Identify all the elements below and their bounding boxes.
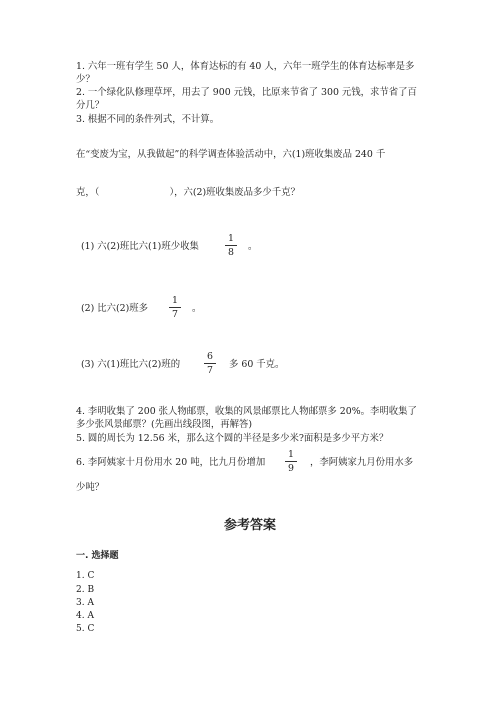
question-6-line-2: 少吨？ [76, 482, 105, 493]
context-line-2-end: ），六(2)班收集废品多少千克？ [169, 187, 300, 198]
fraction-bar [169, 307, 181, 308]
fraction-numerator: 1 [228, 233, 234, 244]
fraction-denominator: 7 [172, 309, 178, 320]
condition-2-end: 。 [192, 303, 202, 314]
fraction-bar [204, 363, 216, 364]
fraction-1-9 [285, 449, 297, 474]
condition-3-end: 多 60 千克。 [229, 359, 285, 370]
condition-2-text: (2) 比六(2)班多 [81, 303, 149, 314]
question-3: 3. 根据不同的条件列式，不计算。 [76, 114, 220, 125]
fraction-denominator: 9 [288, 463, 294, 474]
fraction-bar [225, 245, 237, 246]
condition-3-text: (3) 六(1)班比六(2)班的 [81, 359, 181, 370]
fraction-numerator: 6 [207, 351, 213, 362]
question-6-line-1-end: ，李阿姨家九月份用水多 [310, 457, 414, 468]
question-1: 1. 六年一班有学生 50 人，体育达标的有 40 人，六年一班学生的体育达标率是多少？ [76, 61, 415, 85]
question-6-start: 6. 李阿姨家十月份用水 20 吨，比九月份增加 [76, 457, 266, 468]
fraction-denominator: 8 [228, 247, 234, 258]
answer-2: 2. B [76, 585, 95, 595]
question-5: 5. 圆的周长为 12.56 米，那么这个圆的半径是多少米?面积是多少平方米？ [76, 433, 389, 444]
answer-5: 5. C [76, 624, 95, 634]
question-2: 2. 一个绿化队修理草坪，用去了 900 元钱，比原来节省了 300 元钱，求节省了百分几？ [76, 87, 417, 111]
context-line-2-start: 克，（ [76, 187, 100, 198]
question-4: 4. 李明收集了 200 张人物邮票，收集的风景邮票比人物邮票多 20%。李明收集了多少张风景邮票？(先画出线段图，再解答) [76, 406, 417, 430]
answers-title: 参考答案 [223, 518, 276, 533]
answer-4: 4. A [76, 611, 94, 621]
answer-1: 1. C [76, 571, 95, 581]
fraction-numerator: 1 [288, 449, 294, 460]
fraction-1-8 [225, 233, 237, 258]
fraction-numerator: 1 [172, 295, 178, 306]
fraction-6-7 [204, 351, 216, 376]
section-title: 一. 选择题 [76, 551, 119, 561]
fraction-bar [285, 461, 297, 462]
fraction-denominator: 7 [207, 365, 213, 376]
condition-1-end: 。 [248, 241, 258, 252]
context-line-2 [76, 186, 426, 199]
answer-3: 3. A [76, 598, 94, 608]
fraction-1-7 [169, 295, 181, 320]
condition-1-text: (1) 六(2)班比六(1)班少收集 [81, 241, 199, 252]
context-line-1: 在“变废为宝，从我做起”的科学调查体验活动中，六(1)班收集废品 240 千 [76, 149, 386, 160]
